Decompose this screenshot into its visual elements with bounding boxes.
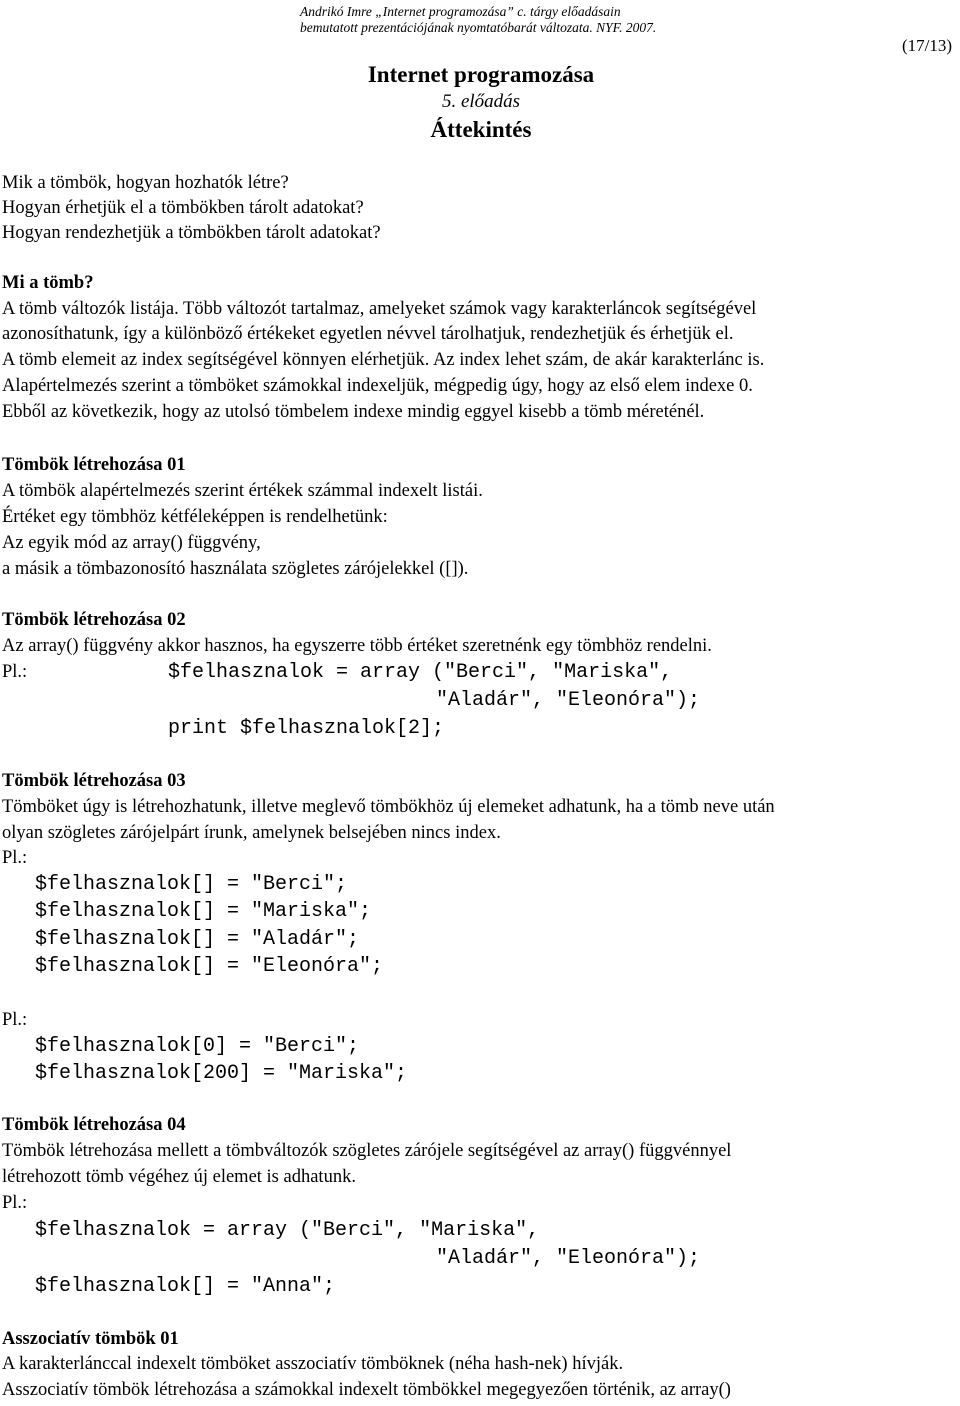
section-heading-02: Tömbök létrehozása 02 — [2, 610, 186, 630]
paragraph-line: Ebből az következik, hogy az utolsó tömbelem indexe mindig eggyel kisebb a tömb méreténél. — [2, 402, 705, 422]
paragraph-line: Értéket egy tömbhöz kétféleképpen is rendelhetünk: — [2, 507, 388, 527]
paragraph-line: A tömb változók listája. Több változót tartalmaz, amelyeket számok vagy karakterláncok segítségével — [2, 299, 757, 319]
header-line-1: Andrikó Imre „Internet programozása” c. tárgy előadásain — [300, 4, 621, 19]
example-label: Pl.: — [2, 1010, 28, 1030]
section-heading-assoc: Asszociatív tömbök 01 — [2, 1329, 179, 1349]
code-line: $felhasznalok = array ("Berci", "Mariska", — [35, 1219, 540, 1242]
section-heading-01: Tömbök létrehozása 01 — [2, 455, 186, 475]
code-line: "Aladár", "Eleonóra"); — [436, 689, 701, 712]
intro-question-2: Hogyan érhetjük el a tömbökben tárolt adatokat? — [2, 198, 364, 218]
code-line: $felhasznalok[] = "Mariska"; — [35, 900, 372, 923]
paragraph-line: Az egyik mód az array() függvény, — [2, 533, 261, 553]
page-number: (17/13) — [902, 36, 953, 55]
lecture-number: 5. előadás — [441, 91, 521, 112]
header-line-2: bemutatott prezentációjának nyomtatóbarát változata. NYF. 2007. — [300, 20, 657, 35]
intro-question-1: Mik a tömbök, hogyan hozhatók létre? — [2, 173, 289, 193]
section-heading-what-is: Mi a tömb? — [2, 273, 94, 293]
example-label: Pl.: — [2, 662, 28, 682]
paragraph-line: A karakterlánccal indexelt tömböket asszociatív tömböknek (néha hash-nek) hívják. — [2, 1354, 624, 1374]
example-label: Pl.: — [2, 1193, 28, 1213]
paragraph-line: Tömböket úgy is létrehozhatunk, illetve meglevő tömbökhöz új elemeket adhatunk, ha a tömb neve után — [2, 797, 775, 817]
code-line: "Aladár", "Eleonóra"); — [436, 1247, 701, 1270]
code-line: $felhasznalok[] = "Anna"; — [35, 1275, 336, 1298]
paragraph-line: a másik a tömbazonosító használata szögletes zárójelekkel ([]). — [2, 559, 469, 579]
paragraph-line: A tömbök alapértelmezés szerint értékek számmal indexelt listái. — [2, 481, 483, 501]
paragraph-line: Alapértelmezés szerint a tömböket számokkal indexeljük, mégpedig úgy, hogy az első elem indexe 0. — [2, 376, 753, 396]
document-title: Internet programozása — [367, 62, 595, 87]
code-line: $felhasznalok[] = "Berci"; — [35, 873, 348, 896]
code-line: $felhasznalok[200] = "Mariska"; — [35, 1062, 408, 1085]
overview-title: Áttekintés — [430, 117, 532, 142]
paragraph-line: létrehozott tömb végéhez új elemet is adhatunk. — [2, 1167, 356, 1187]
paragraph-line: azonosíthatunk, így a különböző értékeket egyetlen névvel tárolhatjuk, rendezhetjük és érhetjük el. — [2, 324, 734, 344]
paragraph-line: olyan szögletes zárójelpárt írunk, amelynek belsejében nincs index. — [2, 823, 501, 843]
example-label: Pl.: — [2, 848, 28, 868]
paragraph-line: Az array() függvény akkor hasznos, ha egyszerre több értéket szeretnénk egy tömbhöz rendelni. — [2, 636, 712, 656]
code-line: $felhasznalok[] = "Eleonóra"; — [35, 955, 384, 978]
code-line: $felhasznalok[0] = "Berci"; — [35, 1035, 360, 1058]
section-heading-04: Tömbök létrehozása 04 — [2, 1115, 186, 1135]
paragraph-line: A tömb elemeit az index segítségével könnyen elérhetjük. Az index lehet szám, de akár karakterlánc is. — [2, 350, 765, 370]
code-line: $felhasznalok = array ("Berci", "Mariska", — [168, 661, 673, 684]
section-heading-03: Tömbök létrehozása 03 — [2, 771, 186, 791]
intro-question-3: Hogyan rendezhetjük a tömbökben tárolt adatokat? — [2, 223, 381, 243]
code-line: $felhasznalok[] = "Aladár"; — [35, 928, 360, 951]
paragraph-line: Asszociatív tömbök létrehozása a számokkal indexelt tömbökkel megegyezően történik, az array() — [2, 1380, 731, 1400]
paragraph-line: Tömbök létrehozása mellett a tömbváltozók szögletes zárójele segítségével az array() függvénnyel — [2, 1141, 732, 1161]
code-line: print $felhasznalok[2]; — [168, 717, 445, 740]
